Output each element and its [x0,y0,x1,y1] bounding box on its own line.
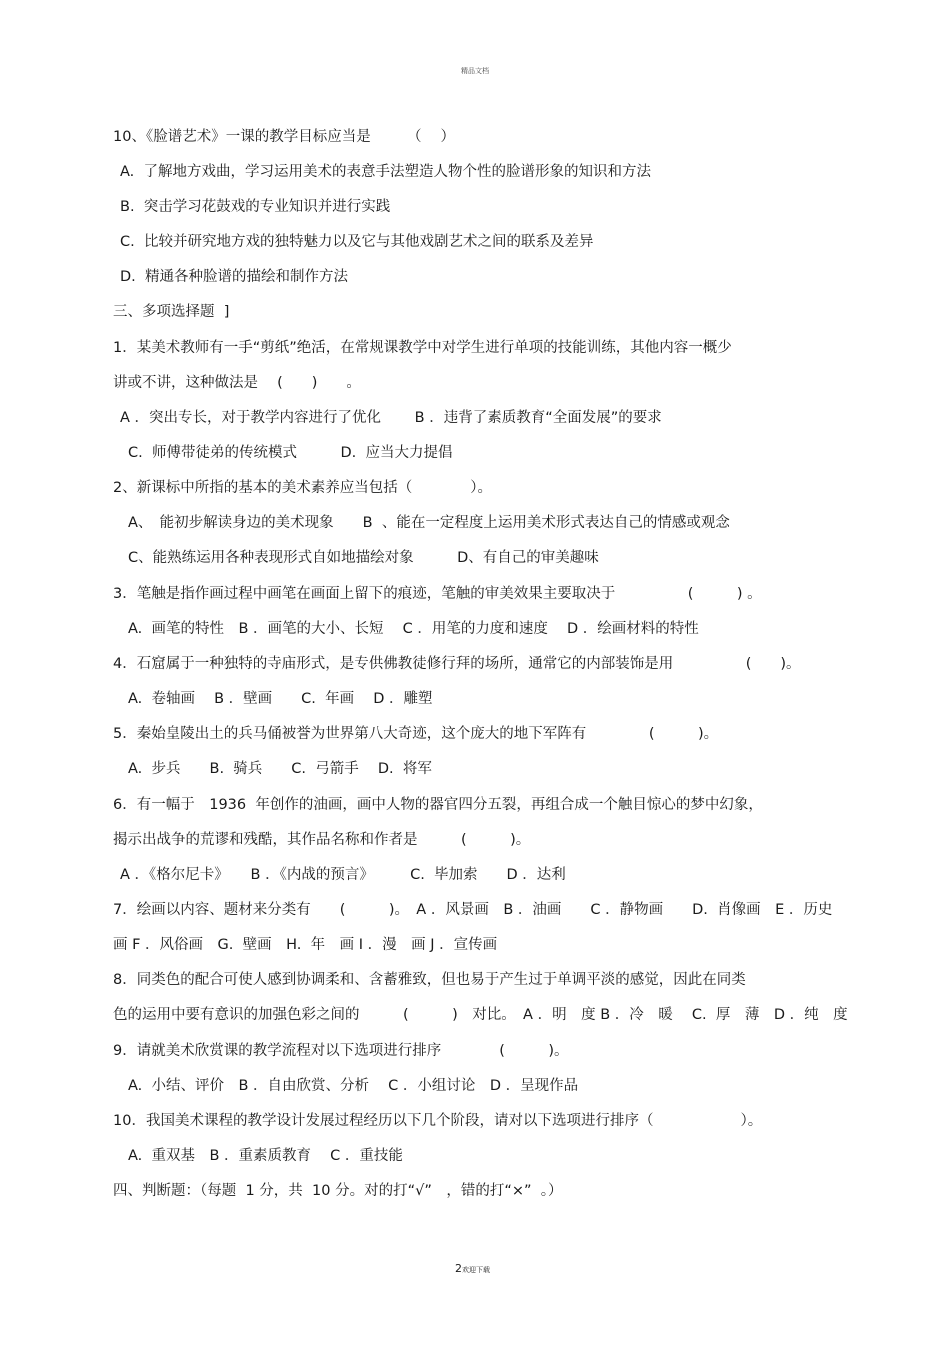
mc-question-10-stem: 10．我国美术课程的教学设计发展过程经历以下几个阶段，请对以下选项进行排序（ ）。 [113,1113,763,1129]
page-header: 精品文档 [461,67,489,75]
mc-question-8-stem-cont: 色的运用中要有意识的加强色彩之间的 ( ) 对比。 A ．明 度 B ．冷 暖 C. 厚 薄 D ．纯 度 [113,1007,848,1023]
mc-question-2-options-ab: A、 能初步解读身边的美术现象 B 、能在一定程度上运用美术形式表达自己的情感或观念 [128,515,730,531]
mc-question-7-options-cont: 画 F ．风俗画 G. 壁画 H. 年 画 I ．漫 画 J ．宣传画 [113,937,498,953]
mc-question-7-stem: 7．绘画以内容、题材来分类有 ( )。 A ．风景画 B ．油画 C ．静物画 D. 肖像画 E ．历史 [113,902,833,918]
mc-question-2-options-cd: C、能熟练运用各种表现形式自如地描绘对象 D、有自己的审美趣味 [128,550,599,566]
mc-question-5-stem: 5．秦始皇陵出土的兵马俑被誉为世界第八大奇迹，这个庞大的地下军阵有 ( )。 [113,726,719,742]
mc-question-1-stem: 1．某美术教师有一手“剪纸”绝活，在常规课教学中对学生进行单项的技能训练，其他内容一概少 [113,340,732,356]
mc-question-6-options: A ．《格尔尼卡》 B ．《内战的预言》 C. 毕加索 D ．达利 [120,867,566,883]
page-footer [455,1262,490,1275]
mc-question-9-options: A. 小结、评价 B ．自由欣赏、分析 C ．小组讨论 D ．呈现作品 [128,1078,579,1094]
footer-note: 欢迎下载 [462,1266,490,1274]
mc-question-10-options: A. 重双基 B ．重素质教育 C ．重技能 [128,1148,403,1164]
option-d: D. 精通各种脸谱的描绘和制作方法 [120,269,348,285]
mc-question-1-options-cd: C. 师傅带徒弟的传统模式 D. 应当大力提倡 [128,445,453,461]
section-heading-true-false: 四、判断题：（每题 1 分，共 10 分。对的打“√” ，错的打“×” 。） [113,1183,563,1199]
mc-question-1-stem-cont: 讲或不讲，这种做法是 ( ) 。 [113,375,361,391]
page-number: 2 [455,1262,462,1275]
mc-question-1-options-ab: A ．突出专长，对于教学内容进行了优化 B ．违背了素质教育“全面发展”的要求 [120,410,662,426]
section-heading-multiple-choice: 三、多项选择题 ] [113,304,230,320]
option-b: B. 突击学习花鼓戏的专业知识并进行实践 [120,199,391,215]
mc-question-3-stem: 3．笔触是指作画过程中画笔在画面上留下的痕迹，笔触的审美效果主要取决于 ( ) 。 [113,586,762,602]
option-c: C. 比较并研究地方戏的独特魅力以及它与其他戏剧艺术之间的联系及差异 [120,234,594,250]
question-10-stem: 10、《脸谱艺术》一课的教学目标应当是 （ ） [113,129,456,145]
mc-question-6-stem: 6．有一幅于 1936 年创作的油画，画中人物的器官四分五裂，再组合成一个触目惊心的梦中幻象， [113,797,763,813]
mc-question-5-options: A. 步兵 B. 骑兵 C. 弓箭手 D. 将军 [128,761,432,777]
mc-question-9-stem: 9．请就美术欣赏课的教学流程对以下选项进行排序 ( )。 [113,1043,569,1059]
mc-question-4-options: A. 卷轴画 B ．壁画 C. 年画 D ．雕塑 [128,691,433,707]
mc-question-3-options: A. 画笔的特性 B ．画笔的大小、长短 C ．用笔的力度和速度 D ．绘画材料的特性 [128,621,699,637]
mc-question-2-stem: 2、新课标中所指的基本的美术素养应当包括（ ）。 [113,480,492,496]
mc-question-6-stem-cont: 揭示出战争的荒谬和残酷，其作品名称和作者是 ( )。 [113,832,531,848]
mc-question-8-stem: 8．同类色的配合可使人感到协调柔和、含蓄雅致，但也易于产生过于单调平淡的感觉，因此在同类 [113,972,746,988]
mc-question-4-stem: 4．石窟属于一种独特的寺庙形式，是专供佛教徒修行拜的场所，通常它的内部装饰是用 ( )。 [113,656,801,672]
option-a: A. 了解地方戏曲，学习运用美术的表意手法塑造人物个性的脸谱形象的知识和方法 [120,164,651,180]
